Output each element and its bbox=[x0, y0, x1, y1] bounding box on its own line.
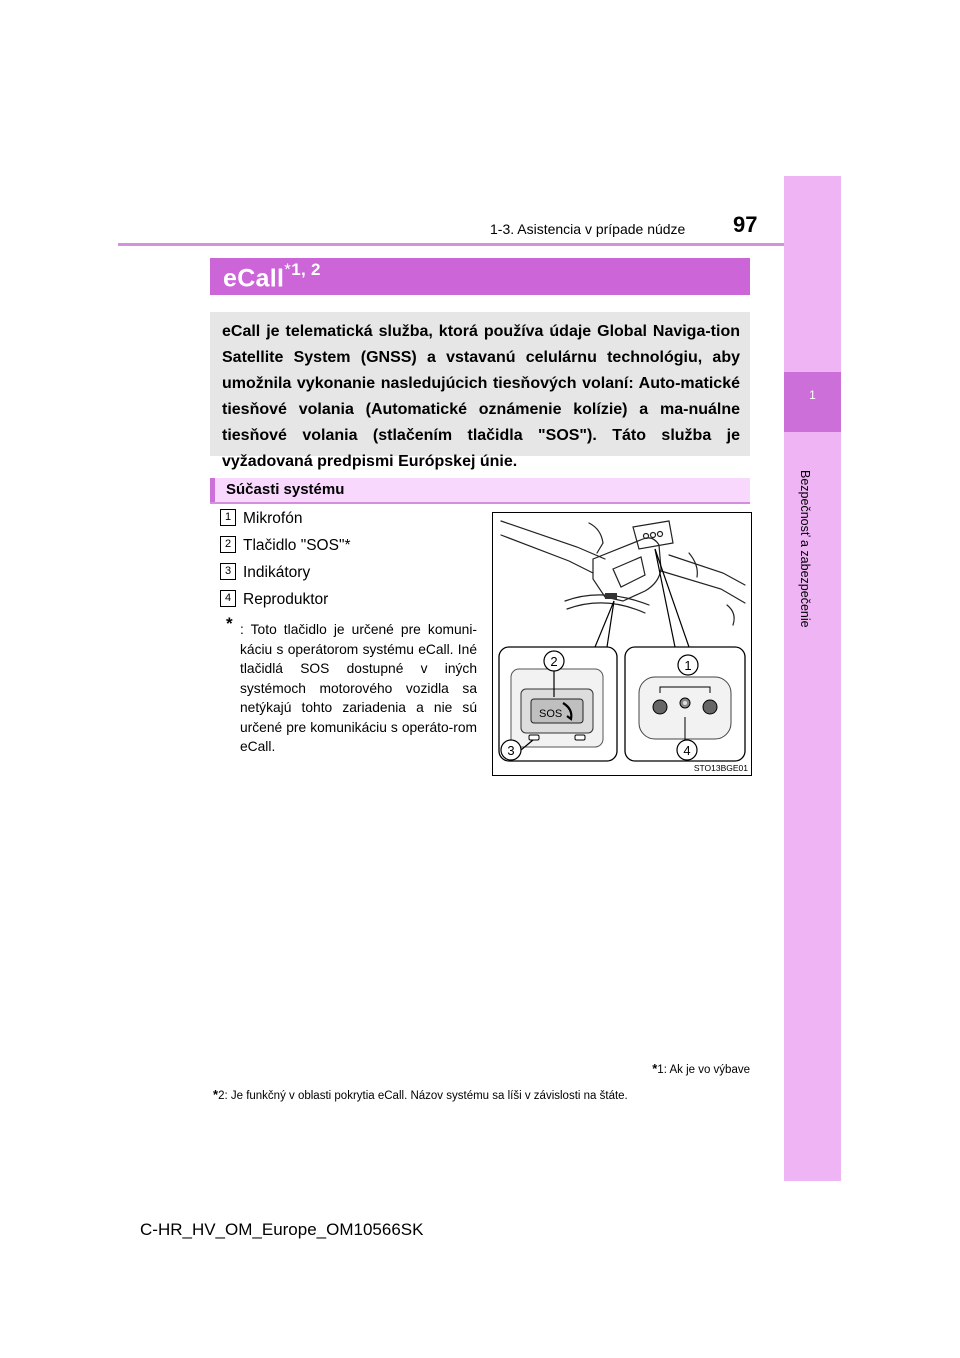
item-number-1: 1 bbox=[220, 509, 236, 526]
ecall-figure bbox=[492, 512, 752, 776]
item-number-3: 3 bbox=[220, 563, 236, 580]
callout-4: 4 bbox=[683, 743, 691, 758]
note-text: : Toto tlačidlo je určené pre komuni-káciu s operátorom systému eCall. Iné tlačidlá SOS dostupné v iných systémoch motorového vozidla sa netýkajú tohto zariadenia a nie sú určené pre komunikáciu s operáto-rom eCall. bbox=[240, 622, 477, 754]
item-label-microphone: Mikrofón bbox=[243, 510, 303, 527]
item-label-speaker: Reproduktor bbox=[243, 591, 329, 608]
intro-box bbox=[210, 312, 750, 470]
callout-2: 2 bbox=[550, 654, 558, 669]
section-heading-bar bbox=[210, 258, 750, 295]
item-number-2: 2 bbox=[220, 536, 236, 553]
footnote-1: *1: Ak je vo výbave bbox=[652, 1061, 750, 1076]
callout-1: 1 bbox=[684, 658, 692, 673]
chapter-tab-label: Bezpečnosť a zabezpečenie bbox=[798, 470, 812, 628]
item-number-4: 4 bbox=[220, 590, 236, 607]
item-label-indicators: Indikátory bbox=[243, 564, 311, 581]
sos-button-text: SOS bbox=[539, 708, 563, 720]
ecall-illustration bbox=[493, 513, 751, 775]
header-rule bbox=[118, 243, 784, 246]
side-tab bbox=[784, 176, 841, 1181]
item-label-sos-button: Tlačidlo "SOS"* bbox=[243, 537, 351, 554]
section-title: eCall$^{*1, 2}$ bbox=[223, 260, 321, 293]
document-footer: C-HR_HV_OM_Europe_OM10566SK bbox=[140, 1220, 424, 1239]
subsection-heading-bar bbox=[210, 478, 750, 504]
intro-text: eCall je telematická služba, ktorá používa údaje Global Naviga-tion Satellite System (GNSS) a vstavanú celulárnu technológiu, aby umožnila vykonanie nasledujúcich tiesňových volaní: Auto-matické tiesňové volania (Automatické oznámenie kolízie) a ma-nuálne tiesňové volania (stlačením tlačidla "SOS"). Táto služba je vyžadovaná predpismi Európskej únie. bbox=[222, 323, 740, 470]
note-asterisk: * bbox=[226, 614, 233, 633]
subsection-title: Súčasti systému bbox=[226, 481, 345, 498]
running-header-title: 1-3. Asistencia v prípade núdze bbox=[490, 221, 686, 237]
callout-3: 3 bbox=[507, 743, 515, 758]
chapter-tab-number: 1 bbox=[784, 372, 841, 432]
page-number: 97 bbox=[733, 212, 758, 237]
footnote-2: *2: Je funkčný v oblasti pokrytia eCall. Názov systému sa líši v závislosti na štáte. bbox=[213, 1087, 628, 1102]
figure-code: STO13BGE01 bbox=[693, 763, 748, 773]
